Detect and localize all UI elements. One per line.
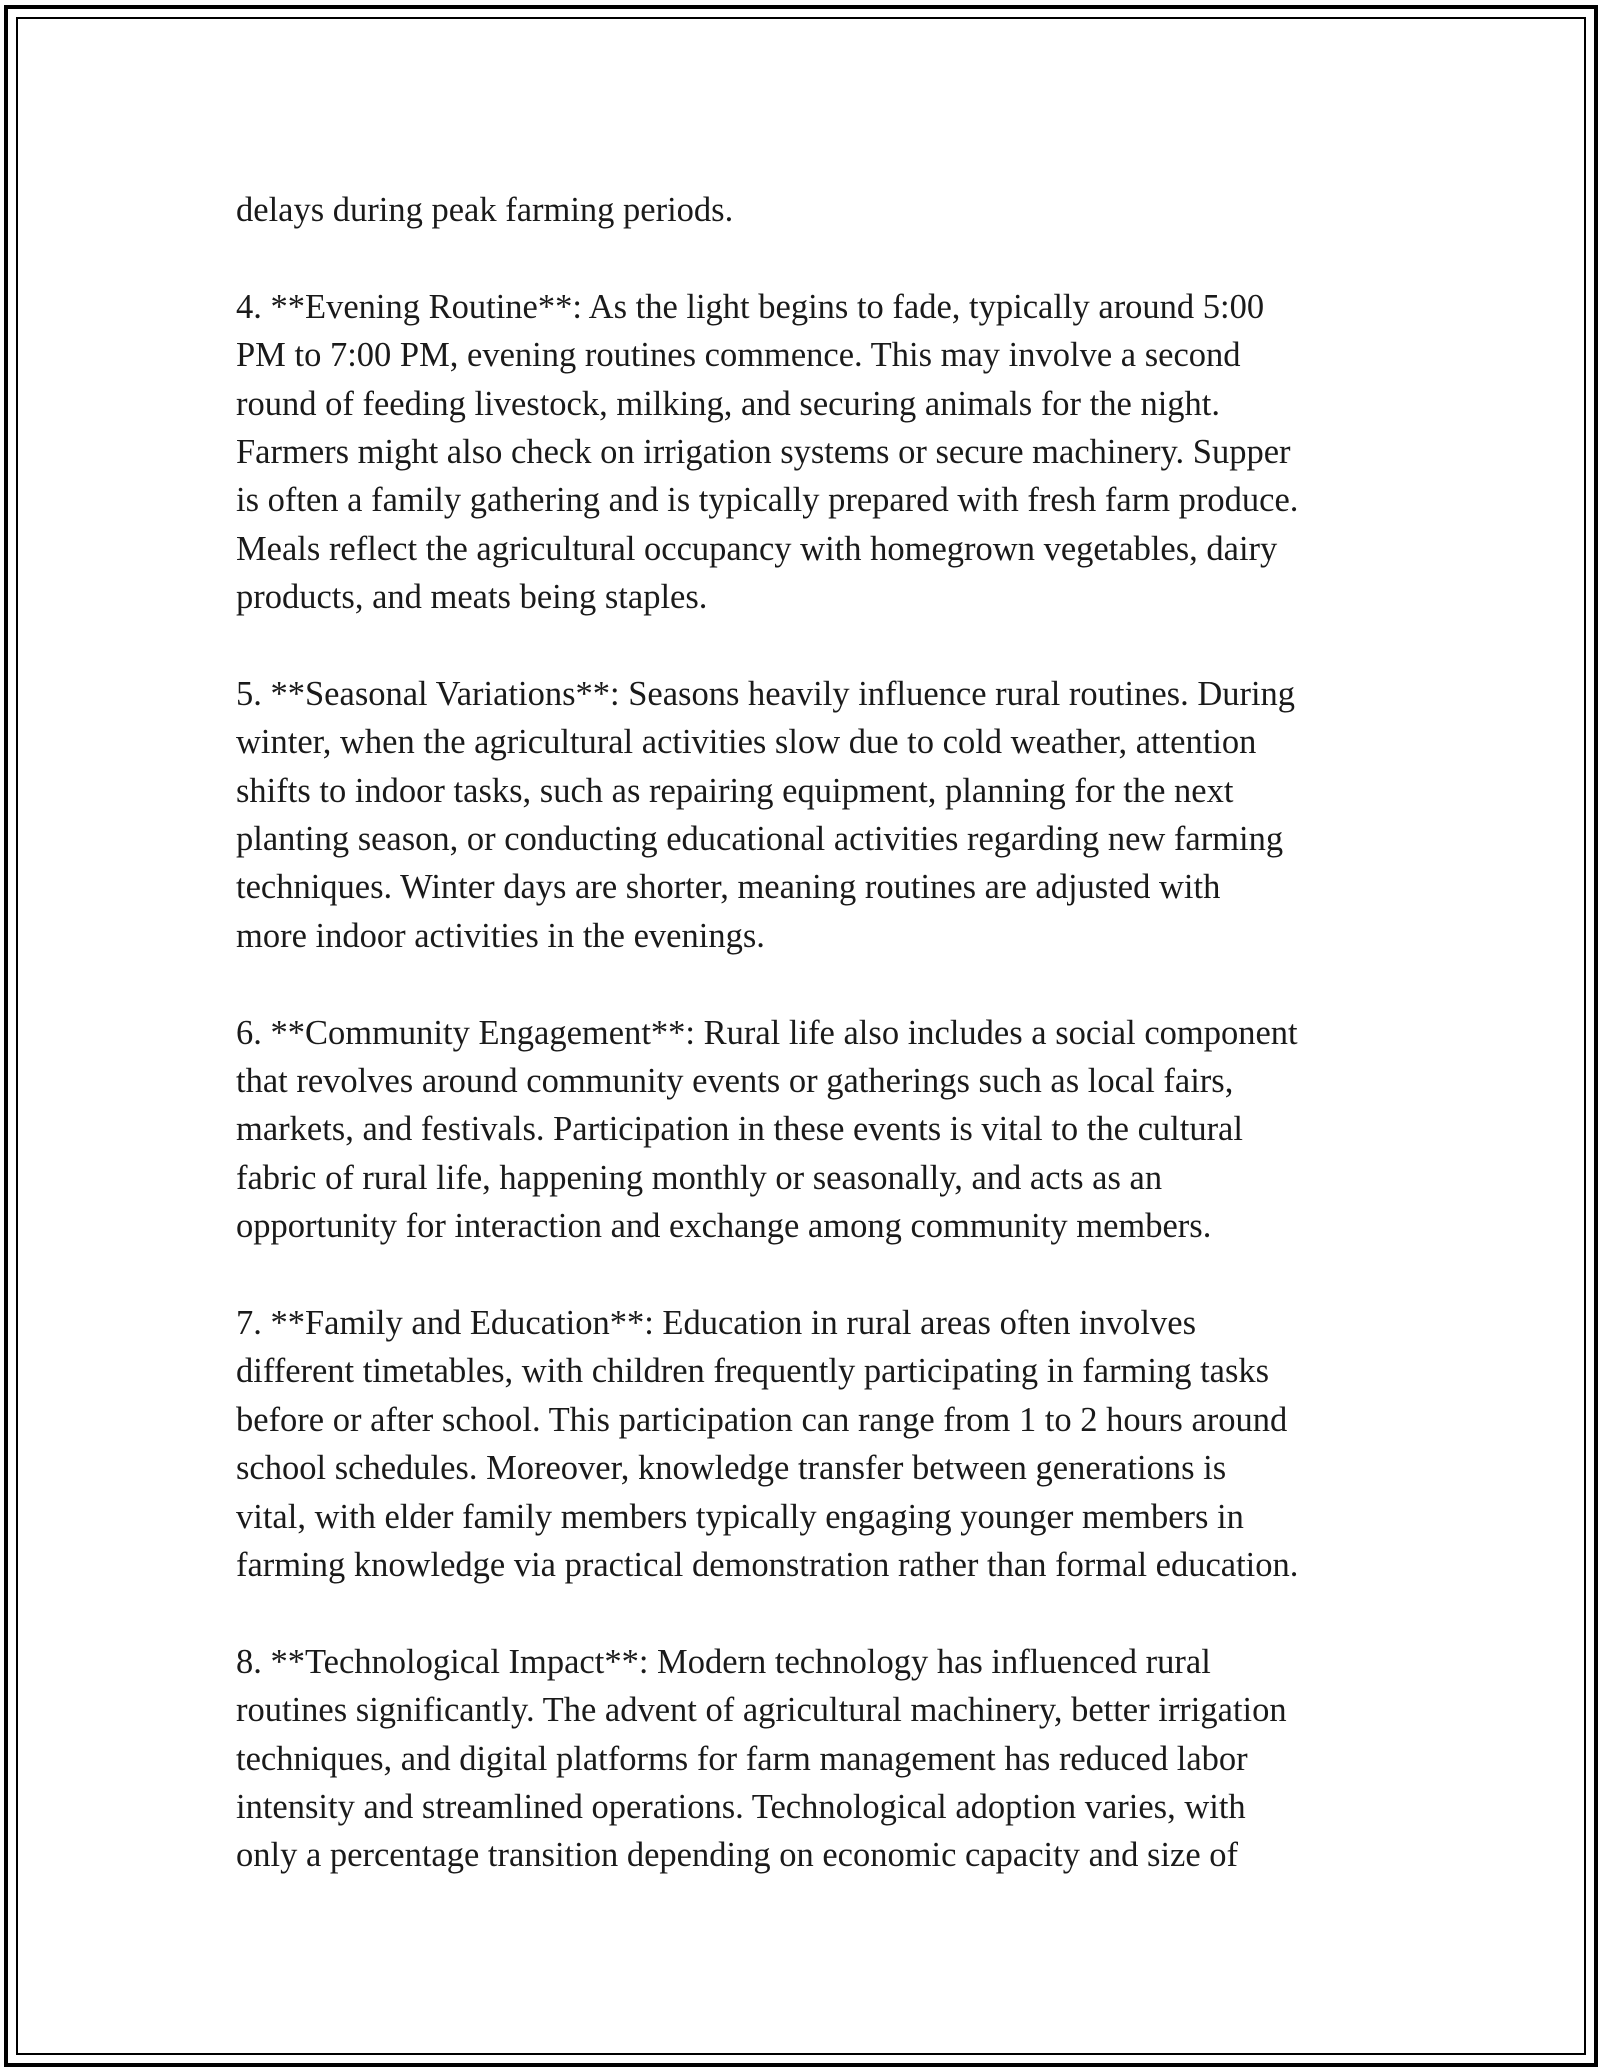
- text-line: 6. **Community Engagement**: Rural life also includes a social component: [236, 1013, 1298, 1052]
- paragraph: [236, 1009, 1376, 1251]
- text-line: farming knowledge via practical demonstration rather than formal education.: [236, 1545, 1299, 1584]
- text-line: school schedules. Moreover, knowledge transfer between generations is: [236, 1449, 1227, 1488]
- paragraph: [236, 186, 1376, 234]
- paragraph-gap: [236, 1251, 1376, 1299]
- text-line: more indoor activities in the evenings.: [236, 916, 765, 955]
- paragraph: [236, 1299, 1376, 1589]
- paragraph: [236, 1638, 1376, 1880]
- text-line: 5. **Seasonal Variations**: Seasons heavily influence rural routines. During: [236, 674, 1296, 713]
- text-line: intensity and streamlined operations. Technological adoption varies, with: [236, 1787, 1246, 1826]
- paragraph-gap: [236, 234, 1376, 282]
- text-line: Meals reflect the agricultural occupancy with homegrown vegetables, dairy: [236, 529, 1278, 568]
- text-line: techniques. Winter days are shorter, meaning routines are adjusted with: [236, 868, 1221, 907]
- text-line: Farmers might also check on irrigation systems or secure machinery. Supper: [236, 432, 1291, 471]
- paragraph: [236, 670, 1376, 960]
- text-line: vital, with elder family members typically engaging younger members in: [236, 1497, 1244, 1536]
- text-line: round of feeding livestock, milking, and securing animals for the night.: [236, 384, 1220, 423]
- paragraph-gap: [236, 1589, 1376, 1637]
- text-line: techniques, and digital platforms for farm management has reduced labor: [236, 1739, 1248, 1778]
- text-line: before or after school. This participation can range from 1 to 2 hours around: [236, 1400, 1288, 1439]
- paragraph: [236, 283, 1376, 622]
- text-line: PM to 7:00 PM, evening routines commence. This may involve a second: [236, 336, 1241, 375]
- text-line: planting season, or conducting educational activities regarding new farming: [236, 820, 1284, 859]
- text-line: delays during peak farming periods.: [236, 191, 734, 229]
- text-line: products, and meats being staples.: [236, 578, 708, 617]
- text-line: opportunity for interaction and exchange among community members.: [236, 1207, 1212, 1246]
- paragraph-gap: [236, 622, 1376, 670]
- text-line: that revolves around community events or gatherings such as local fairs,: [236, 1062, 1234, 1101]
- text-line: is often a family gathering and is typically prepared with fresh farm produce.: [236, 481, 1299, 520]
- text-line: 7. **Family and Education**: Education in rural areas often involves: [236, 1303, 1197, 1342]
- document-body: [236, 186, 1376, 1880]
- text-line: only a percentage transition depending on economic capacity and size of: [236, 1836, 1239, 1875]
- text-line: winter, when the agricultural activities slow due to cold weather, attention: [236, 723, 1257, 762]
- text-line: markets, and festivals. Participation in these events is vital to the cultural: [236, 1110, 1243, 1149]
- text-line: routines significantly. The advent of agricultural machinery, better irrigation: [236, 1691, 1287, 1730]
- text-line: 8. **Technological Impact**: Modern technology has influenced rural: [236, 1642, 1211, 1681]
- text-line: shifts to indoor tasks, such as repairing equipment, planning for the next: [236, 771, 1234, 810]
- paragraph-gap: [236, 960, 1376, 1008]
- text-line: fabric of rural life, happening monthly or seasonally, and acts as an: [236, 1158, 1163, 1197]
- text-line: different timetables, with children frequently participating in farming tasks: [236, 1352, 1270, 1391]
- text-line: 4. **Evening Routine**: As the light begins to fade, typically around 5:00: [236, 287, 1265, 326]
